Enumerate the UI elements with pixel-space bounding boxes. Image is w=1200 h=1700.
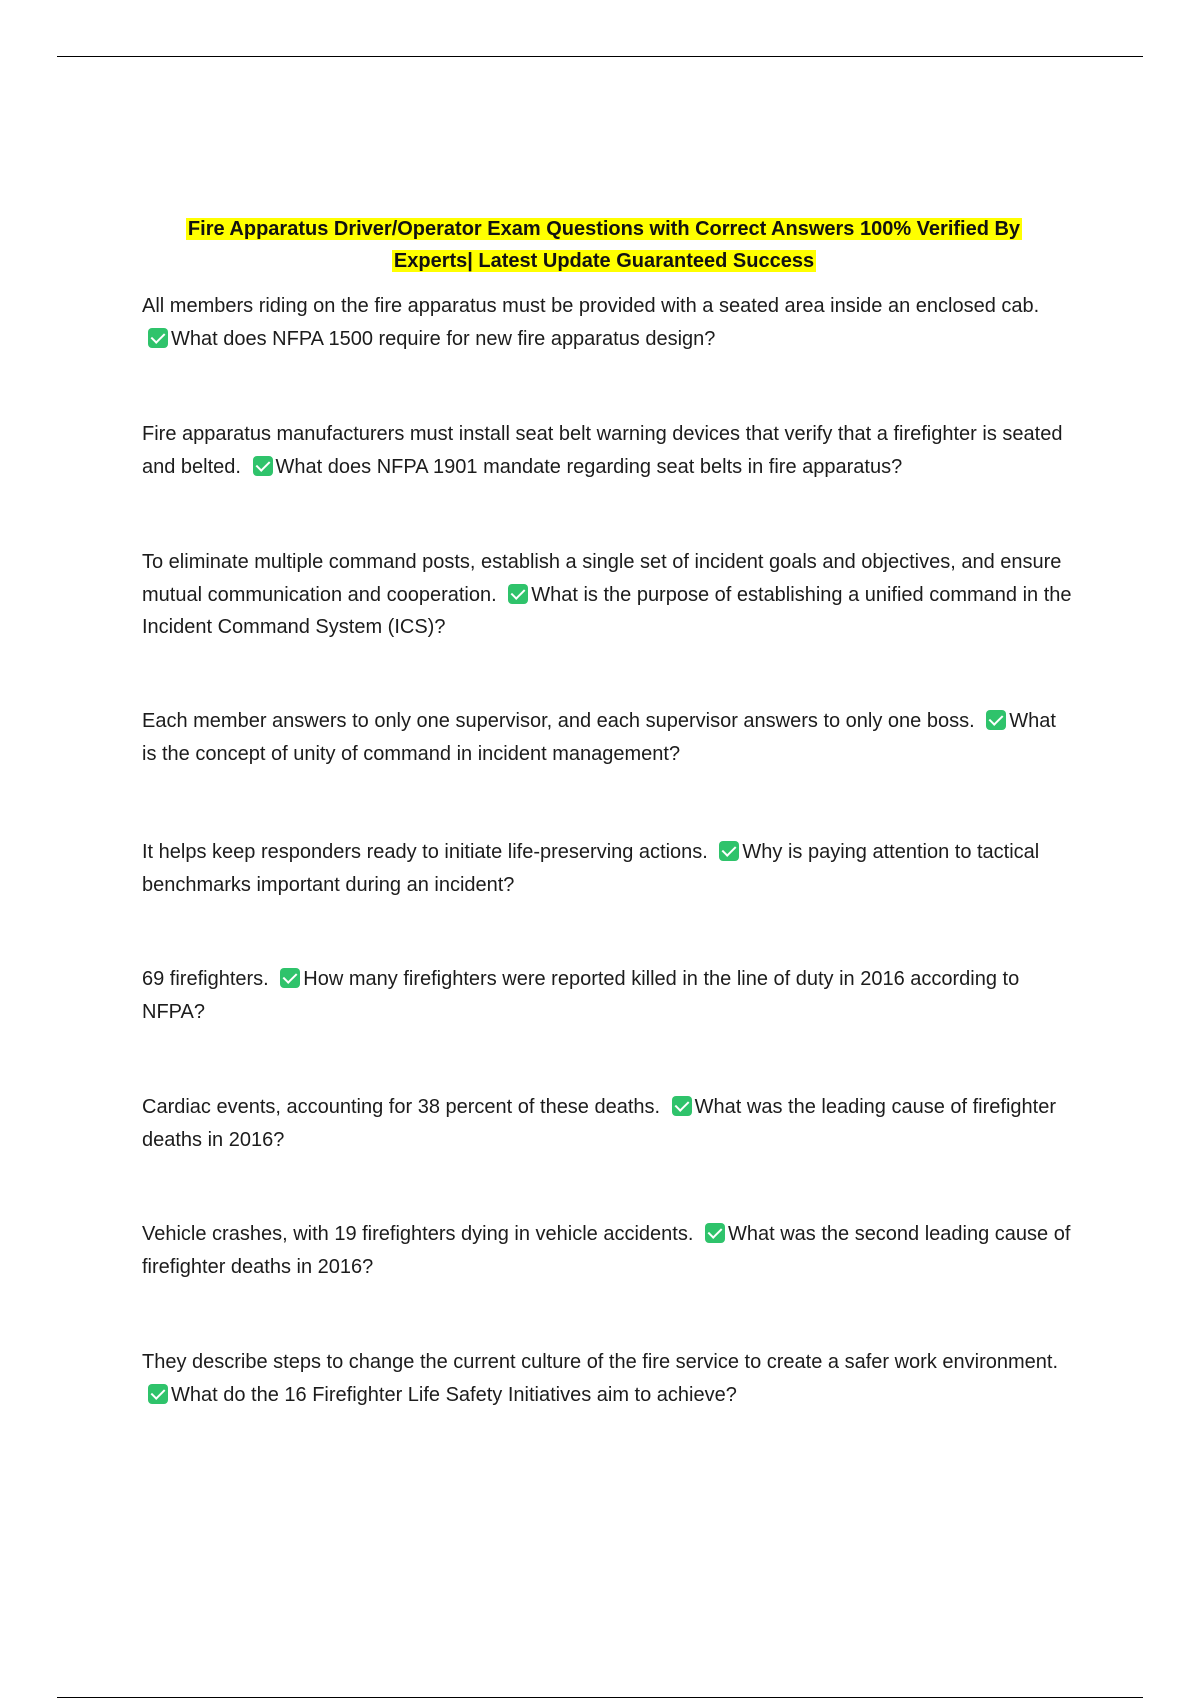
top-rule [57, 56, 1143, 57]
question-text: How many firefighters were reported killed in the line of duty in 2016 according to NFPA? [142, 968, 1020, 1023]
answer-text: To eliminate multiple command posts, establish a single set of incident goals and objectives, and ensure mutual communication and cooperation. [142, 551, 1062, 606]
check-mark-icon [148, 1384, 168, 1404]
question-text: What is the purpose of establishing a unified command in the Incident Command System (ICS)? [142, 583, 1072, 638]
answer-text: Each member answers to only one supervisor, and each supervisor answers to only one boss. [142, 710, 975, 732]
check-mark-icon [508, 584, 528, 604]
bottom-rule [57, 1697, 1143, 1698]
qa-item [142, 836, 1072, 901]
qa-item [142, 290, 1072, 355]
qa-item [142, 418, 1072, 483]
question-text: What do the 16 Firefighter Life Safety Initiatives aim to achieve? [171, 1383, 737, 1406]
question-text: What does NFPA 1901 mandate regarding seat belts in fire apparatus? [275, 455, 903, 478]
question-text: What is the concept of unity of command in incident management? [142, 710, 1056, 765]
check-mark-icon [719, 841, 739, 861]
answer-text: It helps keep responders ready to initiate life-preserving actions. [142, 841, 708, 863]
answer-text: All members riding on the fire apparatus must be provided with a seated area inside an enclosed cab. [142, 295, 1040, 317]
title-line-1: Fire Apparatus Driver/Operator Exam Questions with Correct Answers 100% Verified By [187, 218, 1021, 240]
qa-item [142, 963, 1072, 1028]
check-mark-icon [148, 328, 168, 348]
check-mark-icon [986, 710, 1006, 730]
qa-item [142, 1091, 1072, 1156]
check-mark-icon [672, 1096, 692, 1116]
qa-item [142, 1346, 1072, 1411]
question-text: What was the leading cause of firefighter deaths in 2016? [142, 1096, 1056, 1151]
check-mark-icon [705, 1223, 725, 1243]
question-text: What does NFPA 1500 require for new fire apparatus design? [171, 327, 716, 350]
answer-text: Cardiac events, accounting for 38 percent of these deaths. [142, 1096, 661, 1118]
check-mark-icon [253, 456, 273, 476]
answer-text: They describe steps to change the current culture of the fire service to create a safer work environment. [142, 1351, 1059, 1373]
qa-item [142, 1218, 1072, 1283]
answer-text: Vehicle crashes, with 19 firefighters dying in vehicle accidents. [142, 1223, 694, 1245]
check-mark-icon [280, 968, 300, 988]
qa-item [142, 546, 1072, 644]
question-text: What was the second leading cause of firefighter deaths in 2016? [142, 1223, 1071, 1278]
document-title [142, 213, 1066, 277]
qa-item [142, 705, 1072, 770]
title-line-2: Experts| Latest Update Guaranteed Success [393, 250, 815, 272]
answer-text: 69 firefighters. [142, 968, 269, 990]
question-text: Why is paying attention to tactical benchmarks important during an incident? [142, 841, 1040, 896]
answer-text: Fire apparatus manufacturers must install seat belt warning devices that verify that a firefighter is seated and belted. [142, 423, 1063, 478]
